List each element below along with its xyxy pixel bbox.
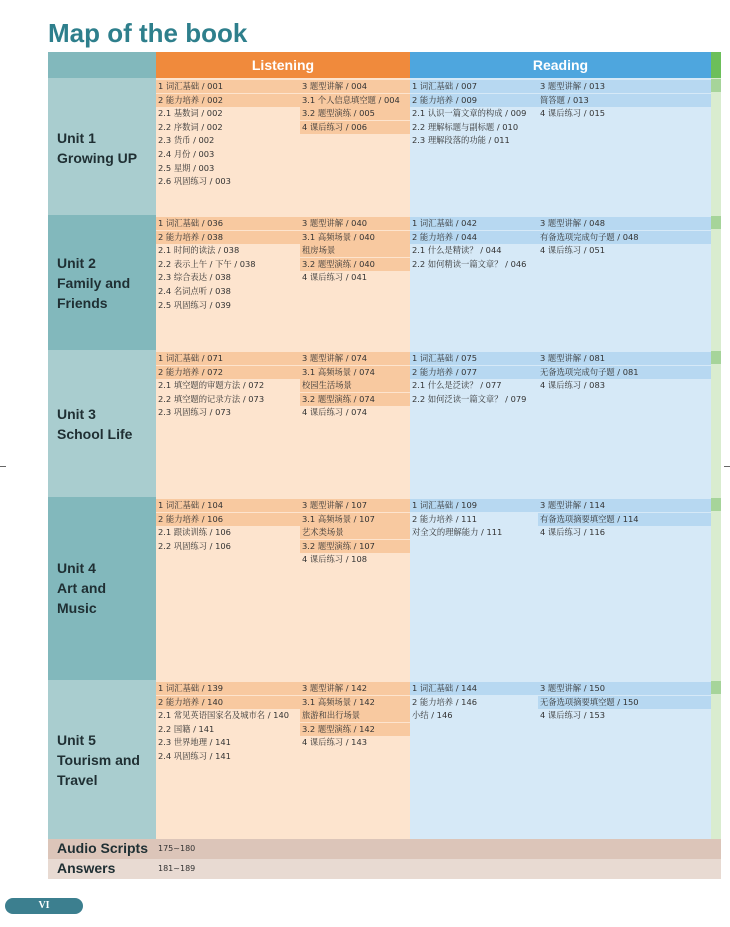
toc-entry: 3 题型讲解 / 114 (540, 500, 606, 510)
toc-entry: 简答题 / 013 (540, 94, 589, 105)
toc-entry: 2 能力培养 / 044 (412, 231, 478, 242)
toc-entry: 4 课后练习 / 006 (302, 121, 368, 132)
toc-entry: 2.2 理解标题与副标题 / 010 (412, 121, 519, 132)
toc-entry: 2 能力培养 / 106 (158, 513, 224, 524)
toc-entry: 2.4 名词点听 / 038 (158, 286, 231, 296)
toc-entry: 2.5 巩固练习 / 039 (158, 299, 231, 310)
toc-entry: 2.4 月份 / 003 (158, 149, 215, 159)
toc-entry: 2.3 理解段落的功能 / 011 (412, 135, 510, 146)
toc-entry: 2 能力培养 / 140 (158, 696, 224, 707)
answers-label: Answers (57, 860, 116, 876)
toc-entry: 4 课后练习 / 074 (302, 407, 368, 418)
toc-entry: 3.2 题型演练 / 107 (302, 540, 375, 551)
toc-entry: 3.2 题型演练 / 040 (302, 258, 375, 269)
toc-entry: 有备选项完成句子题 / 048 (540, 231, 639, 242)
toc-entry: 2.1 跟读训练 / 106 (158, 527, 231, 538)
listening-header: Listening (156, 52, 410, 78)
toc-entry: 4 课后练习 / 116 (540, 527, 606, 538)
toc-entry: 3.1 高频场景 / 107 (302, 513, 375, 524)
reading-header: Reading (410, 52, 711, 78)
toc-entry: 2.1 基数词 / 002 (158, 108, 223, 119)
audio-scripts-label: Audio Scripts (57, 840, 149, 856)
toc-entry: 2 能力培养 / 009 (412, 94, 478, 105)
toc-entry: 3.2 题型演练 / 005 (302, 108, 375, 119)
toc-entry: 2 能力培养 / 038 (158, 231, 224, 242)
toc-entry: 2.3 综合表达 / 038 (158, 272, 231, 283)
toc-entry: 2.2 序数词 / 002 (158, 121, 223, 132)
unit-label: Unit 3 School Life (57, 406, 133, 442)
toc-entry: 3.1 高频场景 / 074 (302, 366, 375, 377)
toc-entry: 2 能力培养 / 002 (158, 94, 224, 105)
side-strip (711, 215, 721, 350)
toc-entry: 2.3 货币 / 002 (158, 135, 215, 146)
toc-entry: 2 能力培养 / 077 (412, 366, 478, 377)
toc-entry: 2.2 表示上午 / 下午 / 038 (158, 258, 256, 269)
toc-entry: 1 词汇基础 / 071 (158, 353, 224, 363)
unit-cell (48, 78, 156, 215)
toc-entry: 艺术类场景 (302, 527, 344, 538)
toc-entry: 2.6 巩固练习 / 003 (158, 176, 231, 187)
toc-entry: 2.2 如何泛读一篇文章？ / 079 (412, 393, 527, 404)
toc-entry: 4 课后练习 / 051 (540, 245, 606, 256)
toc-entry: 旅游和出行场景 (302, 710, 361, 721)
answers-pages: 181~189 (158, 864, 196, 873)
unit-label: Unit 5 Tourism and Travel (57, 732, 140, 788)
audio-scripts-pages: 175~180 (158, 844, 196, 853)
toc-entry: 1 词汇基础 / 042 (412, 218, 478, 228)
toc-entry: 3 题型讲解 / 150 (540, 683, 606, 693)
toc-entry: 2.5 星期 / 003 (158, 162, 215, 173)
toc-entry: 2.3 巩固练习 / 073 (158, 407, 231, 418)
toc-entry: 2.2 巩固练习 / 106 (158, 540, 231, 551)
toc-entry: 1 词汇基础 / 007 (412, 81, 478, 91)
answers-row (48, 859, 721, 879)
toc-entry: 4 课后练习 / 041 (302, 272, 368, 283)
toc-entry: 有备选项摘要填空题 / 114 (540, 513, 639, 524)
crop-mark-left (0, 466, 6, 467)
toc-entry: 2.1 填空题的审题方法 / 072 (158, 380, 265, 391)
toc-entry: 校园生活场景 (302, 380, 352, 391)
side-strip-highlight (711, 216, 721, 229)
toc-entry: 4 课后练习 / 083 (540, 380, 606, 391)
toc-entry: 4 课后练习 / 143 (302, 737, 368, 748)
side-strip-highlight (711, 498, 721, 511)
toc-entry: 4 课后练习 / 015 (540, 108, 606, 119)
toc-entry: 2 能力培养 / 146 (412, 696, 478, 707)
toc-entry: 无备选项完成句子题 / 081 (540, 366, 639, 377)
toc-entry: 3 题型讲解 / 004 (302, 81, 368, 91)
toc-entry: 2.3 世界地理 / 141 (158, 737, 231, 748)
unit-label: Unit 4 Art and Music (57, 560, 106, 616)
toc-entry: 2.1 什么是泛读？ / 077 (412, 380, 502, 391)
unit-cell (48, 215, 156, 350)
toc-entry: 3.1 高频场景 / 142 (302, 696, 375, 707)
side-strip-highlight (711, 351, 721, 364)
toc-entry: 3 题型讲解 / 048 (540, 218, 606, 228)
side-strip-highlight (711, 681, 721, 694)
toc-entry: 2.1 时间的读法 / 038 (158, 245, 240, 256)
toc-entry: 4 课后练习 / 153 (540, 710, 606, 721)
toc-entry: 2.4 巩固练习 / 141 (158, 751, 231, 761)
header-corner (48, 52, 156, 78)
toc-entry: 1 词汇基础 / 139 (158, 683, 224, 693)
toc-entry: 3 题型讲解 / 040 (302, 218, 368, 228)
toc-entry: 3 题型讲解 / 107 (302, 500, 368, 510)
toc-entry: 3.2 题型演练 / 142 (302, 723, 375, 734)
toc-entry: 1 词汇基础 / 109 (412, 500, 478, 510)
toc-entry: 1 词汇基础 / 075 (412, 353, 478, 363)
side-strip (711, 350, 721, 497)
side-strip (711, 497, 721, 680)
unit-cell (48, 497, 156, 680)
toc-entry: 2.2 国籍 / 141 (158, 723, 215, 734)
unit-label: Unit 2 Family and Friends (57, 255, 131, 311)
header-side-strip (711, 52, 721, 78)
toc-entry: 3.1 个人信息填空题 / 004 (302, 94, 400, 105)
side-strip (711, 680, 721, 839)
toc-entry: 小结 / 146 (412, 710, 453, 721)
toc-entry: 1 词汇基础 / 001 (158, 81, 224, 91)
toc-entry: 3.2 题型演练 / 074 (302, 393, 375, 404)
toc-entry: 4 课后练习 / 108 (302, 554, 368, 565)
toc-entry: 1 词汇基础 / 036 (158, 218, 224, 228)
toc-entry: 1 词汇基础 / 104 (158, 500, 224, 510)
side-strip (711, 78, 721, 215)
toc-entry: 2.1 认识一篇文章的构成 / 009 (412, 108, 527, 119)
toc-entry: 3 题型讲解 / 074 (302, 353, 368, 363)
audio-scripts-row (48, 839, 721, 859)
toc-entry: 无备选项摘要填空题 / 150 (540, 696, 639, 707)
toc-entry: 租房场景 (302, 245, 336, 256)
toc-entry: 2.1 常见英语国家名及城市名 / 140 (158, 710, 290, 721)
toc-entry: 对全文的理解能力 / 111 (412, 527, 503, 538)
unit-cell (48, 680, 156, 839)
unit-label: Unit 1 Growing UP (57, 130, 138, 166)
crop-mark-right (724, 466, 730, 467)
side-strip-highlight (711, 79, 721, 92)
toc-entry: 2.1 什么是精读？ / 044 (412, 245, 502, 256)
toc-entry: 2 能力培养 / 111 (412, 513, 478, 524)
unit-cell (48, 350, 156, 497)
toc-entry: 3 题型讲解 / 142 (302, 683, 368, 693)
toc-entry: 3 题型讲解 / 013 (540, 81, 606, 91)
page-title: Map of the book (48, 18, 248, 48)
toc-entry: 2.2 如何精读一篇文章？ / 046 (412, 258, 527, 269)
toc-entry: 2 能力培养 / 072 (158, 366, 224, 377)
toc-entry: 3 题型讲解 / 081 (540, 353, 606, 363)
toc-entry: 2.2 填空题的记录方法 / 073 (158, 393, 265, 404)
toc-entry: 3.1 高频场景 / 040 (302, 231, 375, 242)
toc-entry: 1 词汇基础 / 144 (412, 683, 478, 693)
page-number: VI (5, 898, 83, 914)
